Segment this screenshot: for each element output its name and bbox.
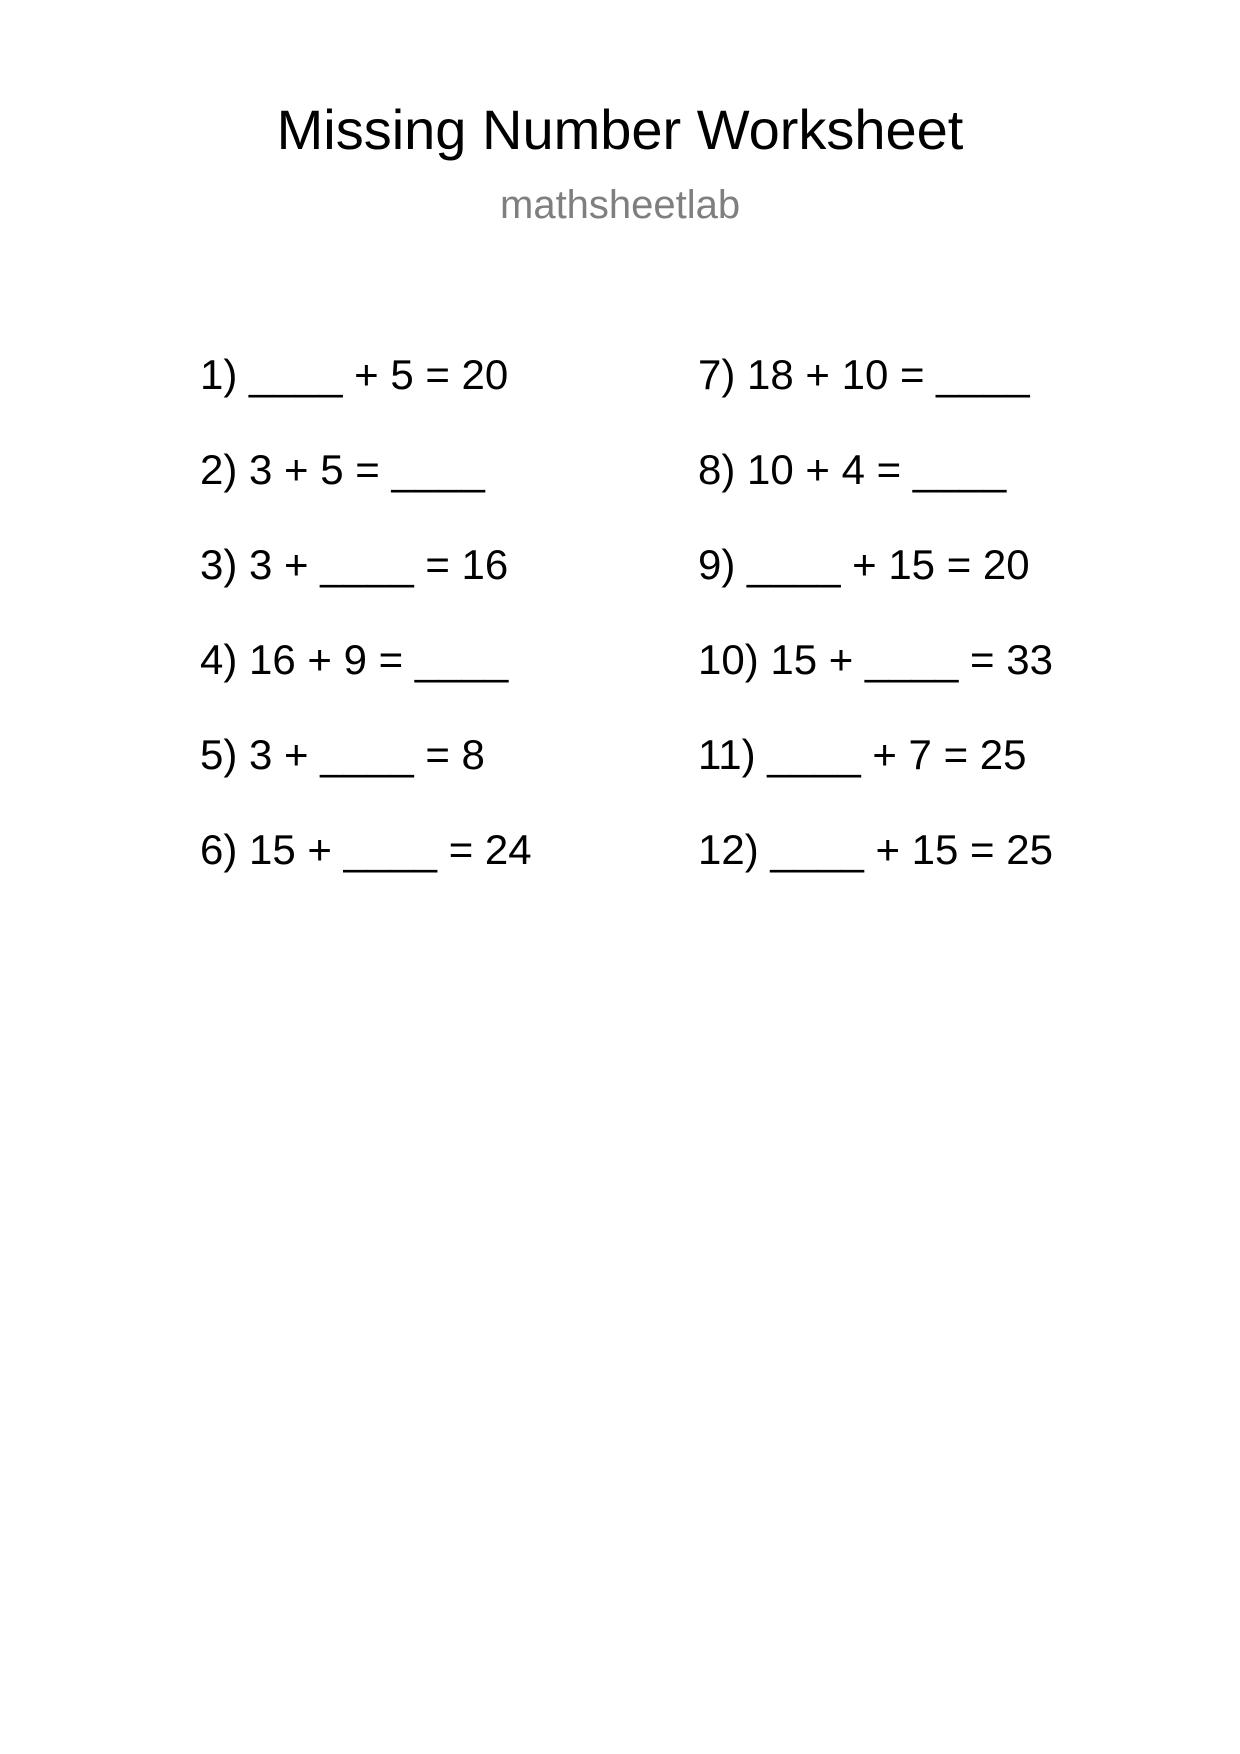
problem-11: 11) ____ + 7 = 25 bbox=[698, 731, 1027, 778]
problem-6: 6) 15 + ____ = 24 bbox=[200, 826, 532, 873]
problem-9: 9) ____ + 15 = 20 bbox=[698, 541, 1030, 588]
problem-8: 8) 10 + 4 = ____ bbox=[698, 446, 1007, 493]
problem-7: 7) 18 + 10 = ____ bbox=[698, 351, 1030, 398]
problem-12: 12) ____ + 15 = 25 bbox=[698, 826, 1053, 873]
site-name: mathsheetlab bbox=[500, 183, 741, 227]
problem-10: 10) 15 + ____ = 33 bbox=[698, 636, 1053, 683]
problem-1: 1) ____ + 5 = 20 bbox=[200, 351, 509, 398]
problem-column-left bbox=[200, 345, 532, 915]
problem-2: 2) 3 + 5 = ____ bbox=[200, 446, 485, 493]
problem-5: 5) 3 + ____ = 8 bbox=[200, 731, 485, 778]
problem-column-right bbox=[698, 345, 1053, 915]
problem-4: 4) 16 + 9 = ____ bbox=[200, 636, 509, 683]
problem-3: 3) 3 + ____ = 16 bbox=[200, 541, 509, 588]
page-title: Missing Number Worksheet bbox=[276, 98, 964, 161]
